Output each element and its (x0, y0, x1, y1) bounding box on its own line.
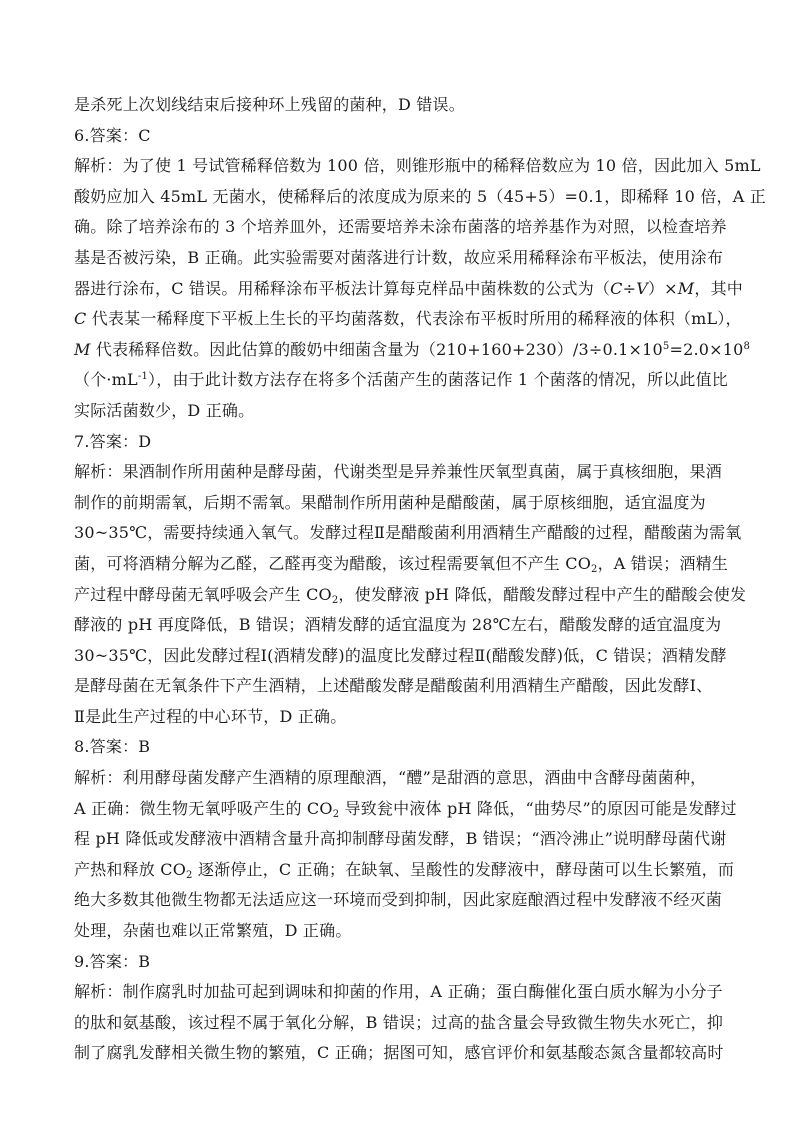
text-run: 是酵母菌在无氧条件下产生酒精，上述醋酸发酵是醋酸菌利用酒精生产醋酸，因此发酵Ⅰ、 (74, 676, 713, 696)
text-run: 基是否被污染，B 正确。此实验需要对菌落进行计数，故应采用稀释涂布平板法，使用涂布 (74, 247, 724, 267)
text-line (74, 304, 742, 335)
text-run: 代表稀释倍数。因此估算的酸奶中细菌含量为（210+160+230）/3÷0.1×10 (90, 339, 663, 359)
superscript: 8 (743, 340, 751, 352)
text-run: 7.答案：D (74, 431, 152, 451)
text-run: 9.答案：B (74, 951, 151, 971)
subscript: 2 (332, 808, 340, 820)
text-line (74, 243, 734, 274)
text-line (74, 1008, 734, 1039)
text-line (74, 702, 734, 733)
text-run: 程 pH 降低或发酵液中酒精含量升高抑制酵母菌发酵，B 错误；“酒冷沸止”说明酵母菌代谢 (74, 829, 727, 849)
text-line (74, 518, 742, 549)
answer-heading (74, 427, 734, 458)
subscript: 2 (331, 594, 339, 606)
text-line (74, 977, 734, 1008)
text-run: 实际活菌数少，D 正确。 (74, 400, 255, 420)
text-run: 8.答案：B (74, 737, 151, 757)
answer-heading (74, 121, 734, 152)
text-run: ÷ (622, 278, 637, 298)
text-line (74, 580, 747, 611)
text-run: A 正确：微生物无氧呼吸产生的 CO (74, 798, 333, 818)
text-run: 产过程中酵母菌无氧呼吸会产生 CO (74, 584, 332, 604)
text-run: ）× (647, 278, 678, 298)
text-run: 逐渐停止，C 正确；在缺氧、呈酸性的发酵液中，酵母菌可以生长繁殖，而 (192, 859, 735, 879)
text-run: 酸奶应加入 45mL 无菌水，使稀释后的浓度成为原来的 5（45+5）=0.1，即稀释 10 倍，A 正 (74, 186, 766, 206)
text-line (74, 549, 734, 580)
text-run: =2.0×10 (669, 339, 744, 359)
text-line (74, 885, 734, 916)
text-run: ，A 错误；酒精生 (597, 553, 729, 573)
text-line (74, 641, 734, 672)
text-run: 解析：制作腐乳时加盐可起到调味和抑菌的作用，A 正确；蛋白酶催化蛋白质水解为小分子 (74, 982, 723, 1002)
text-line (74, 335, 751, 366)
text-run: 器进行涂布，C 错误。用稀释涂布平板法计算每克样品中菌株数的公式为（ (74, 278, 611, 298)
text-run: 30~35℃，需要持续通入氧气。发酵过程Ⅱ是醋酸菌利用酒精生产醋酸的过程，醋酸菌为需氧 (74, 523, 742, 543)
text-run: 6.答案：C (74, 125, 151, 145)
text-run: 是杀死上次划线结束后接种环上残留的菌种，D 错误。 (74, 95, 465, 114)
text-run: 制作的前期需氧，后期不需氧。果醋制作所用菌种是醋酸菌，属于原核细胞，适宜温度为 (74, 492, 706, 512)
text-run: 的肽和氨基酸，该过程不属于氧化分解，B 错误；过高的盐含量会导致微生物失水死亡，抑 (74, 1012, 724, 1032)
text-run: 解析：果酒制作所用菌种是酵母菌，代谢类型是异养兼性厌氧型真菌，属于真核细胞，果酒 (74, 462, 723, 482)
text-line (74, 396, 734, 427)
text-run: V (636, 278, 648, 298)
text-run: 制了腐乳发酵相关微生物的繁殖，C 正确；据图可知，感官评价和氨基酸态氮含量都较高时 (74, 1043, 724, 1063)
text-line (74, 1038, 734, 1069)
text-line (74, 794, 737, 825)
text-run: 处理，杂菌也难以正常繁殖，D 正确。 (74, 921, 352, 941)
text-line (74, 488, 734, 519)
text-run: 产热和释放 CO (74, 859, 187, 879)
document-page (74, 90, 766, 1069)
text-run: ，其中 (694, 278, 743, 298)
text-run: 确。除了培养涂布的 3 个培养皿外，还需要培养未涂布菌落的培养基作为对照，以检查培养 (74, 217, 727, 237)
text-run: Ⅱ是此生产过程的中心环节，D 正确。 (74, 706, 347, 726)
text-run: 解析：利用酵母菌发酵产生酒精的原理酿酒，“醴”是甜酒的意思，酒曲中含酵母菌菌种， (74, 768, 707, 788)
text-line (74, 457, 734, 488)
text-run: 解析：为了使 1 号试管稀释倍数为 100 倍，则锥形瓶中的稀释倍数应为 10 倍，因此加入 5mL (74, 156, 761, 176)
text-line (74, 824, 734, 855)
answer-heading (74, 732, 734, 763)
text-run: 导致瓮中液体 pH 降低，“曲势尽”的原因可能是发酵过 (339, 798, 737, 818)
subscript: 2 (591, 563, 598, 575)
answer-heading (74, 947, 734, 978)
text-line (74, 763, 734, 794)
text-run: 菌，可将酒精分解为乙醛，乙醛再变为醋酸，该过程需要氧但不产生 CO (74, 553, 592, 573)
text-line (74, 182, 766, 213)
text-line (74, 671, 734, 702)
text-line (74, 212, 734, 243)
text-line (74, 151, 761, 182)
text-run: 代表某一稀释度下平板上生长的平均菌落数，代表涂布平板时所用的稀释液的体积（mL）， (86, 309, 742, 329)
text-line (74, 855, 734, 886)
text-run: 30~35℃，因此发酵过程Ⅰ(酒精发酵)的温度比发酵过程Ⅱ(醋酸发酵)低，C 错误；酒精发酵 (74, 645, 727, 665)
superscript: -1 (137, 371, 149, 383)
text-run: M (74, 339, 91, 359)
superscript: 5 (662, 340, 670, 352)
text-run: ，使发酵液 pH 降低，醋酸发酵过程中产生的醋酸会使发 (338, 584, 747, 604)
text-run: （个·mL (74, 370, 138, 390)
text-line (74, 274, 743, 305)
text-line (74, 610, 734, 641)
text-line (74, 90, 734, 121)
text-run: 绝大多数其他微生物都无法适应这一环境而受到抑制，因此家庭酿酒过程中发酵液不经灭菌 (74, 890, 723, 910)
text-run: 酵液的 pH 再度降低，B 错误；酒精发酵的适宜温度为 28℃左右，醋酸发酵的适宜温度为 (74, 615, 722, 635)
text-run: M (677, 278, 695, 298)
text-run: C (610, 278, 623, 298)
text-run: C (74, 309, 87, 329)
text-line (74, 365, 734, 396)
subscript: 2 (186, 869, 193, 881)
text-run: ），由于此计数方法存在将多个活菌产生的菌落记作 1 个菌落的情况，所以此值比 (148, 370, 728, 390)
text-line (74, 916, 734, 947)
